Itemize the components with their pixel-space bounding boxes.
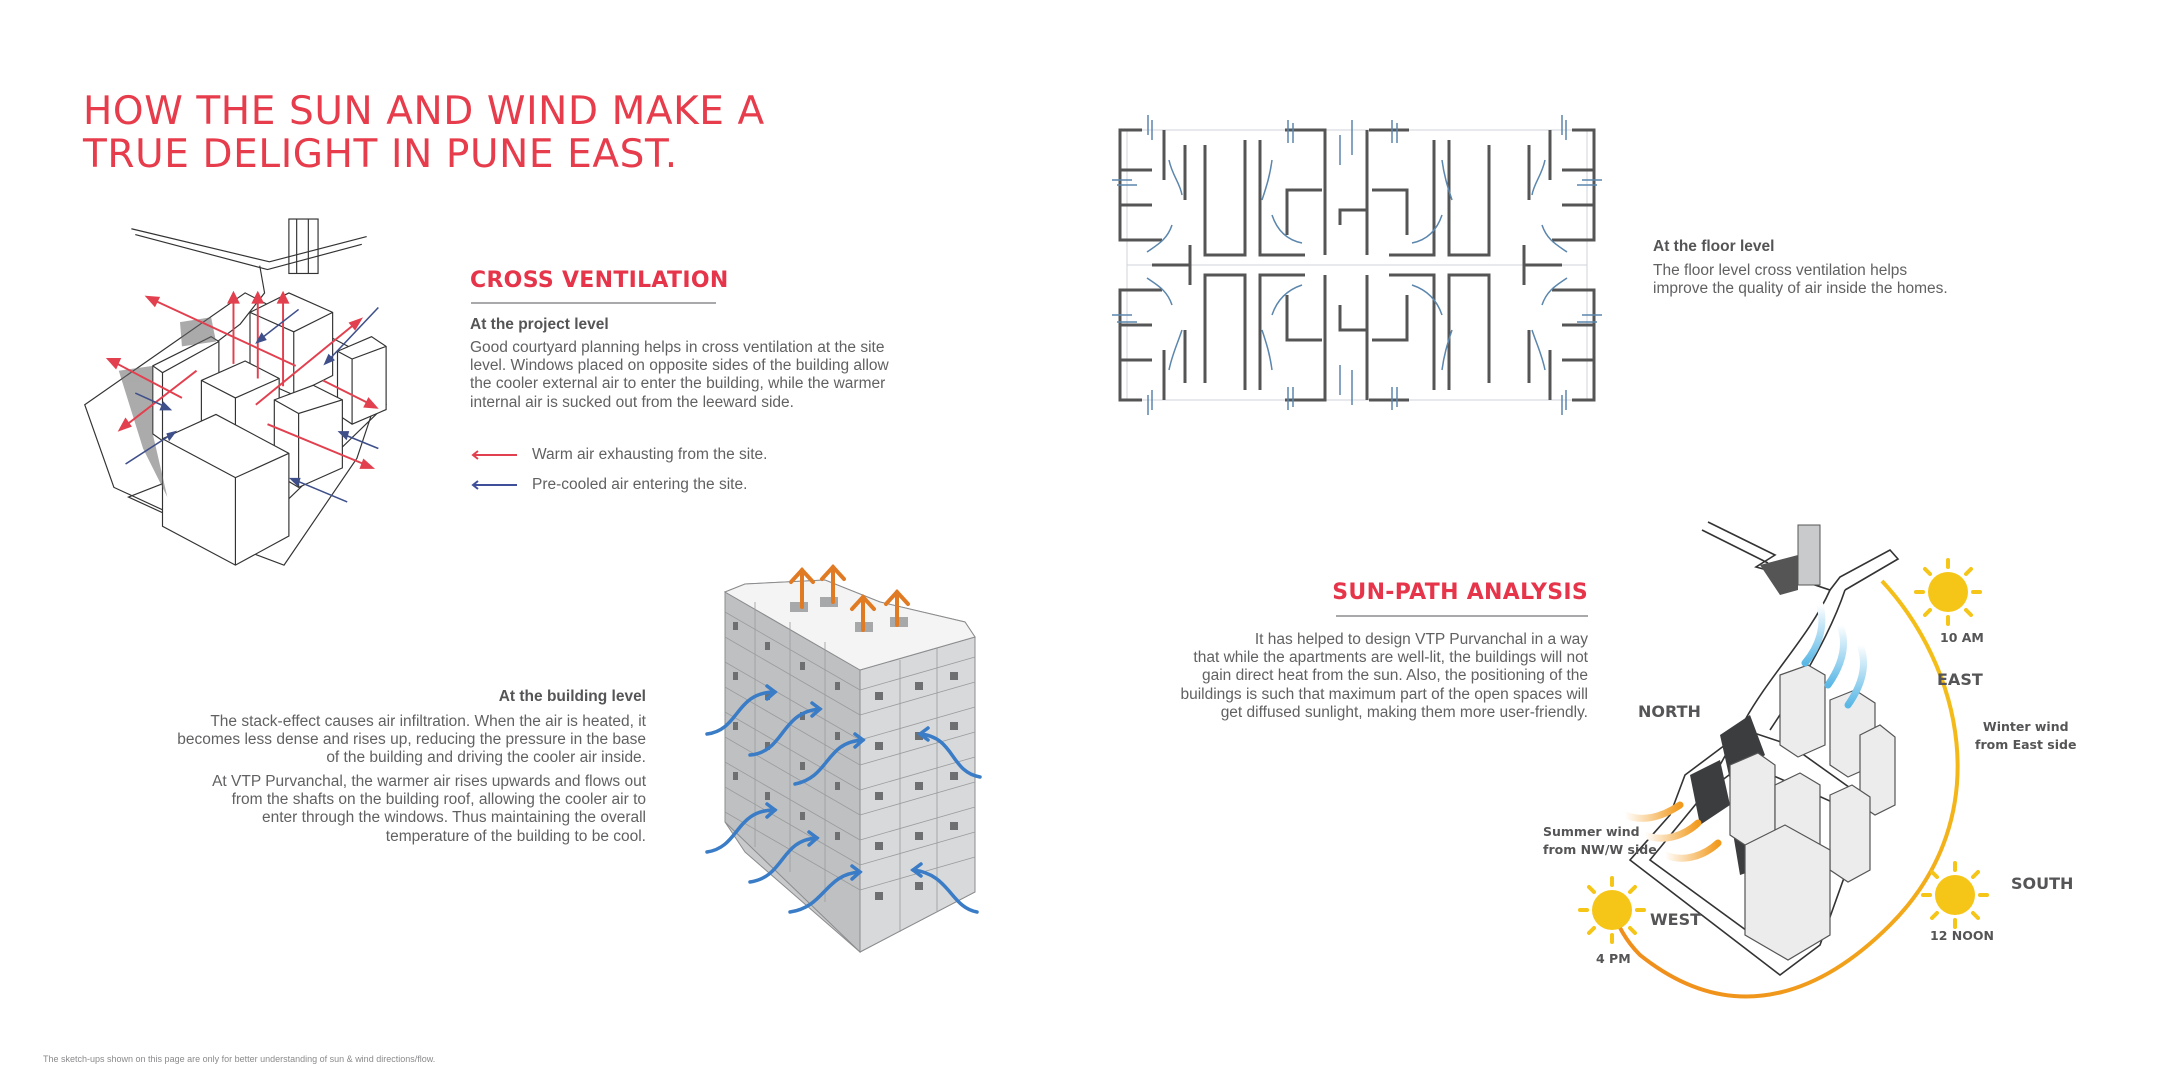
page-title-line-2: TRUE DELIGHT IN PUNE EAST. xyxy=(83,132,678,177)
body-line: from the shafts on the building roof, allowing the cooler air to xyxy=(231,791,646,809)
site-ventilation-sketch xyxy=(75,210,425,580)
body-line: improve the quality of air inside the homes. xyxy=(1653,280,1948,298)
sun-path-diagram xyxy=(1530,515,2090,1015)
cross-ventilation-title: CROSS VENTILATION xyxy=(470,268,729,293)
label-10am: 10 AM xyxy=(1940,630,1984,645)
body-line: The floor level cross ventilation helps xyxy=(1653,262,1908,279)
label-north: NORTH xyxy=(1638,702,1701,721)
building-level-para-2 xyxy=(86,773,646,846)
label-south: SOUTH xyxy=(2011,874,2074,893)
sun-icon-noon xyxy=(1923,863,1987,927)
building-level-para-1 xyxy=(86,713,646,768)
legend-item-cool-air xyxy=(470,474,767,496)
body-line: temperature of the building to be cool. xyxy=(385,827,646,845)
body-line: that while the apartments are well-lit, the buildings will not xyxy=(1193,649,1588,667)
body-line: internal air is sucked out from the leeward side. xyxy=(470,393,794,411)
sun-path-title: SUN-PATH ANALYSIS xyxy=(1332,580,1588,605)
floor-level-heading: At the floor level xyxy=(1653,238,1775,255)
label-east: EAST xyxy=(1937,670,1983,689)
red-arrow-left-icon xyxy=(470,450,518,460)
body-line: gain direct heat from the sun. Also, the positioning of the xyxy=(1201,667,1588,685)
legend-label: Warm air exhausting from the site. xyxy=(532,446,768,463)
floor-plan-diagram xyxy=(1112,115,1602,415)
body-line: It has helped to design VTP Purvanchal in a way xyxy=(1254,631,1588,648)
page-title xyxy=(83,90,765,176)
label-winter-wind xyxy=(1975,718,2076,754)
project-level-heading: At the project level xyxy=(470,316,609,333)
body-line: The stack-effect causes air infiltration. When the air is heated, it xyxy=(210,713,646,730)
body-line: buildings is such that maximum part of the open spaces will xyxy=(1180,685,1588,703)
airflow-legend xyxy=(470,444,767,496)
body-line: get diffused sunlight, making them more user-friendly. xyxy=(1220,703,1588,721)
body-line: level. Windows placed on opposite sides of the building allow xyxy=(470,357,889,375)
winter-wind-line: from East side xyxy=(1975,737,2077,752)
body-line: of the building and driving the cooler air inside. xyxy=(326,749,646,767)
legend-item-warm-air xyxy=(470,444,767,466)
page-title-line-1: HOW THE SUN AND WIND MAKE A xyxy=(83,89,765,134)
building-level-heading: At the building level xyxy=(498,688,646,705)
building-stack-effect-diagram xyxy=(705,562,1005,957)
sun-icon-10am xyxy=(1916,560,1980,624)
cross-ventilation-divider xyxy=(471,302,716,304)
label-12-noon: 12 NOON xyxy=(1930,928,1994,943)
project-level-body xyxy=(470,339,940,412)
footnote: The sketch-ups shown on this page are only for better understanding of sun & wind directions/flow. xyxy=(43,1054,436,1064)
blue-arrow-left-icon xyxy=(470,480,518,490)
label-4pm: 4 PM xyxy=(1596,951,1631,966)
body-line: the cooler external air to enter the building, while the warmer xyxy=(470,375,886,393)
body-line: At VTP Purvanchal, the warmer air rises upwards and flows out xyxy=(212,773,646,790)
body-line: Good courtyard planning helps in cross ventilation at the site xyxy=(470,339,885,356)
sun-path-body xyxy=(1088,631,1588,722)
floor-level-body xyxy=(1653,262,2033,298)
winter-wind-line: Winter wind xyxy=(1982,719,2069,734)
summer-wind-line: Summer wind xyxy=(1543,824,1640,839)
legend-label: Pre-cooled air entering the site. xyxy=(532,476,748,493)
summer-wind-line: from NW/W side xyxy=(1543,842,1657,857)
body-line: becomes less dense and rises up, reducing the pressure in the base xyxy=(177,731,646,749)
sun-icon-4pm xyxy=(1580,878,1644,942)
label-west: WEST xyxy=(1650,910,1702,929)
body-line: enter through the windows. Thus maintaining the overall xyxy=(262,809,646,827)
label-summer-wind xyxy=(1543,823,1657,859)
